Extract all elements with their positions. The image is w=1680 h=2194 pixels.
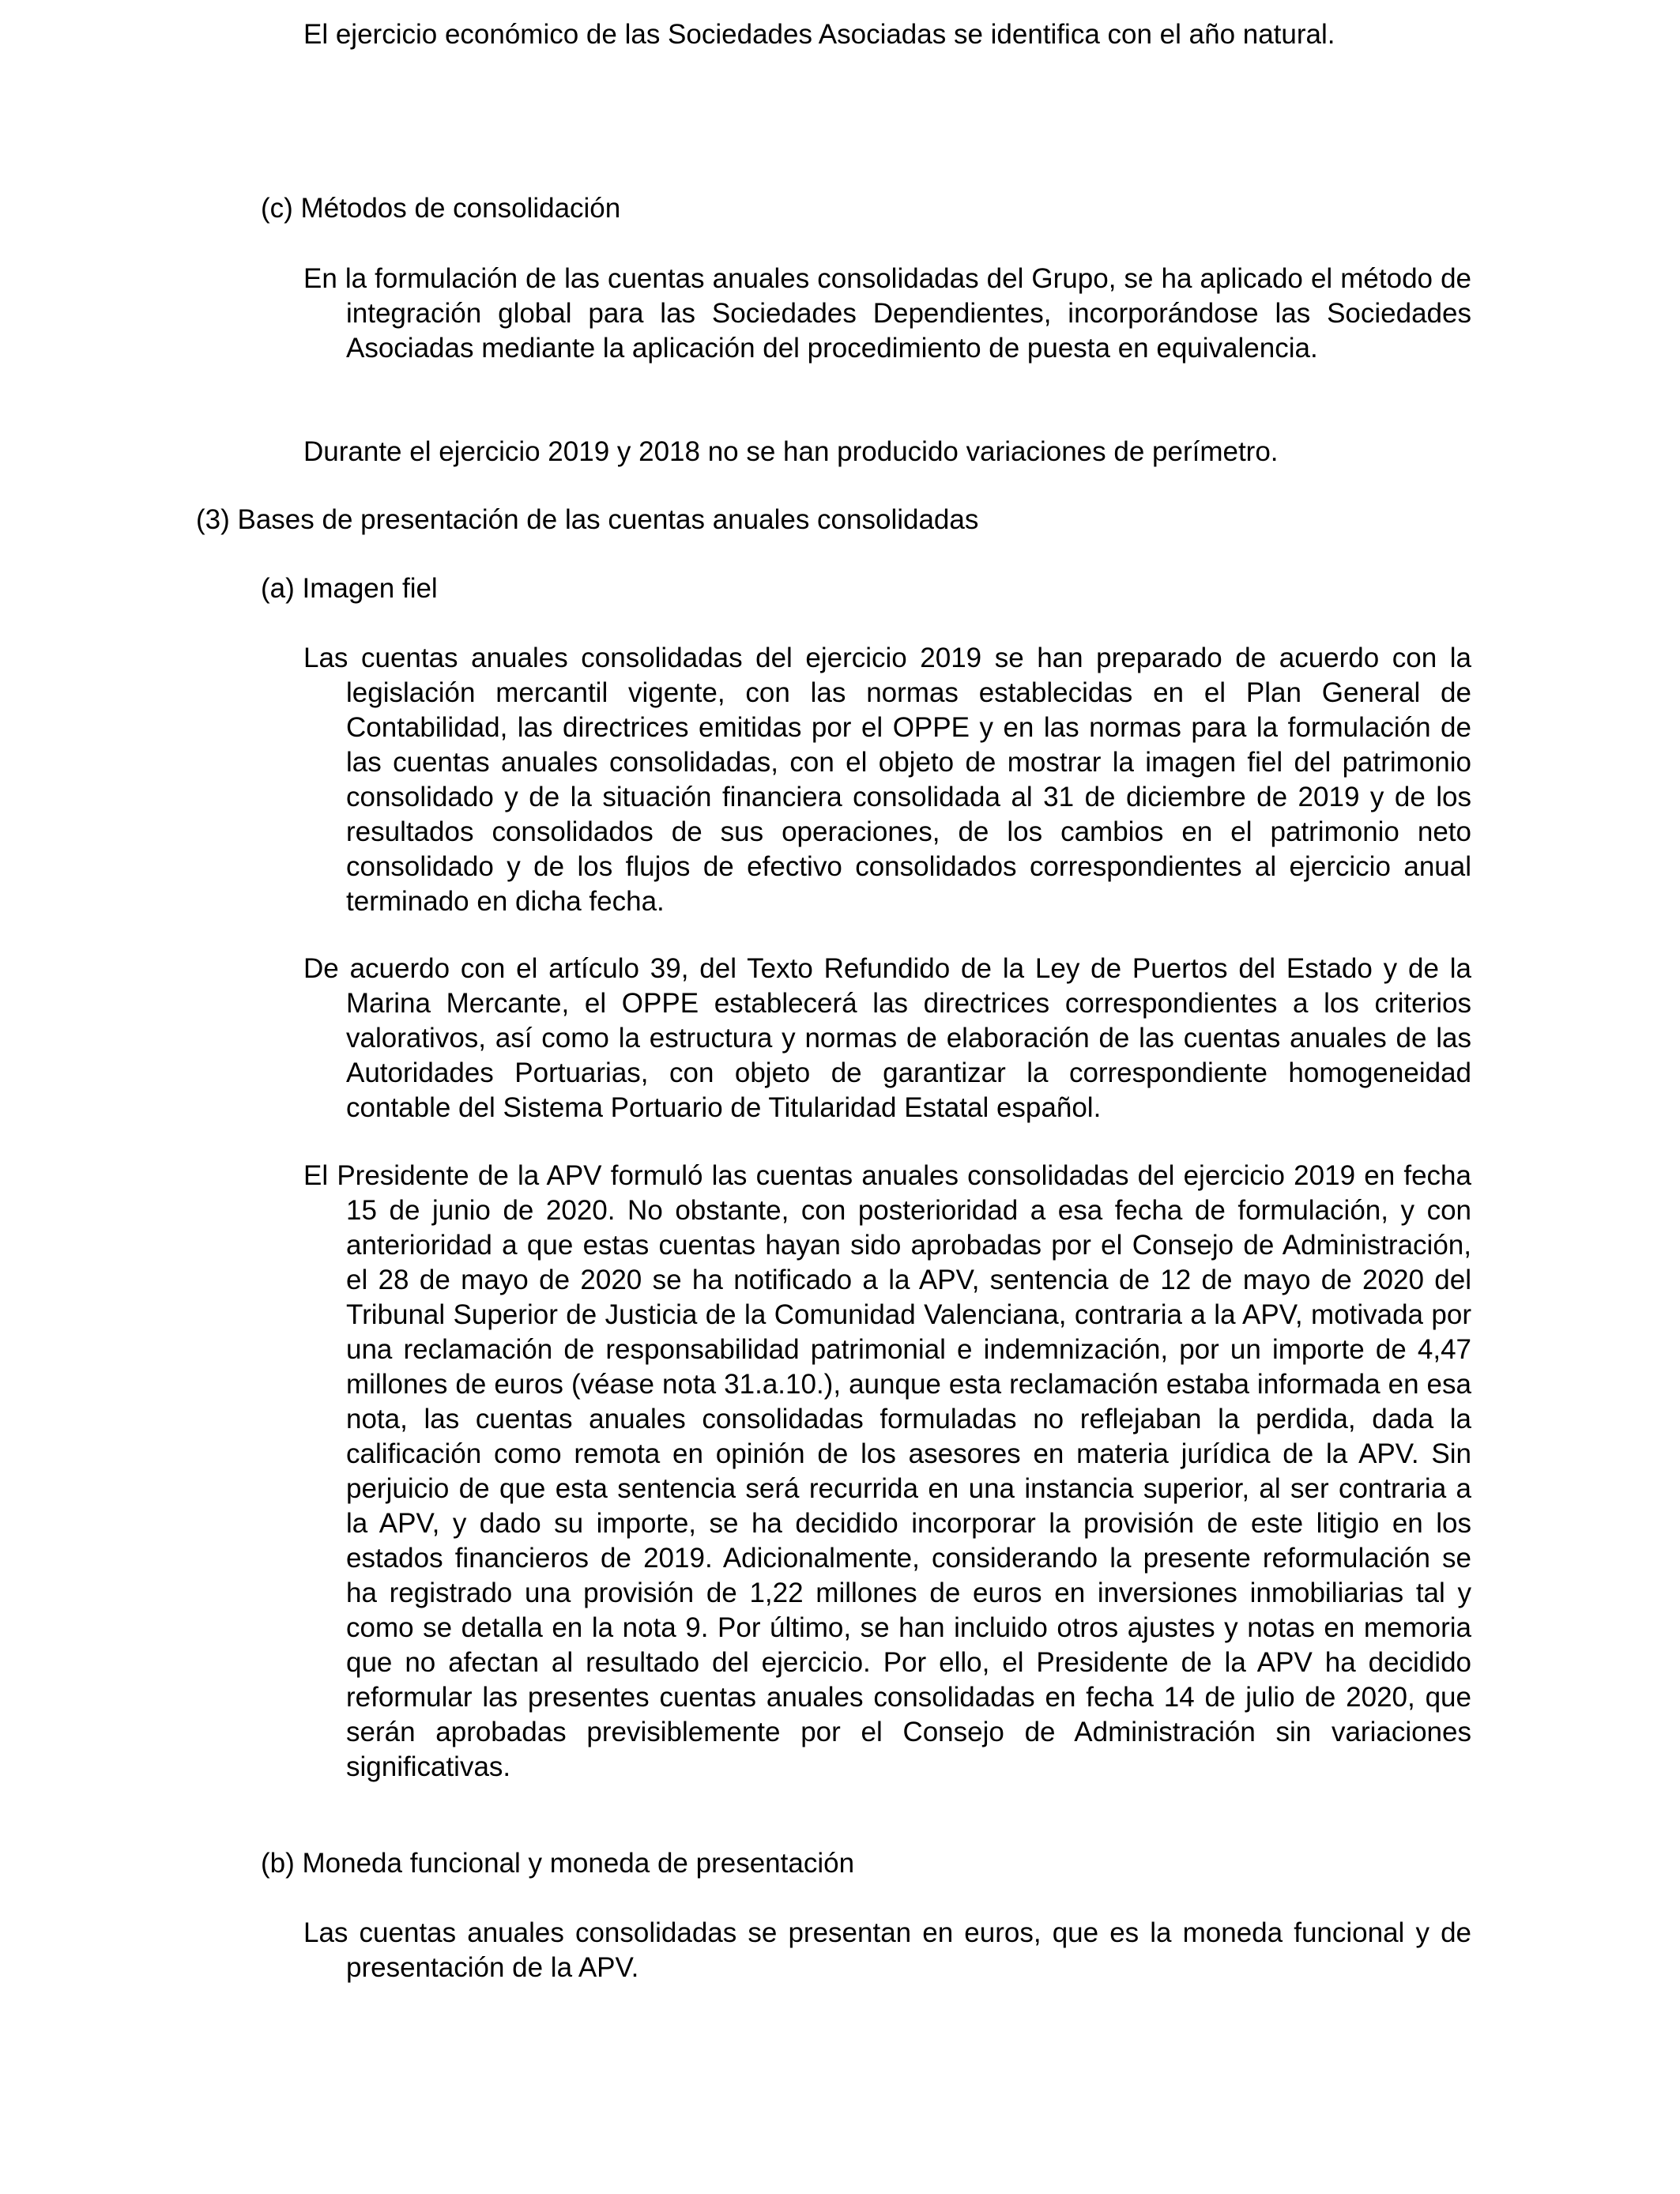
section-3a-paragraph-3: El Presidente de la APV formuló las cuentas anuales consolidadas del ejercicio 2019 en fecha 15 de junio de 2020. No obstante, con posterioridad a esa fecha de formulación, y con anterioridad a que estas cuentas hayan sido aprobadas por el Consejo de Administración, el 28 de mayo de 2020 se ha notificado a la APV, sentencia de 12 de mayo de 2020 del Tribunal Superior de Justicia de la Comunidad Valenciana, contraria a la APV, motivada por una reclamación de responsabilidad patrimonial e indemnización, por un importe de 4,47 millones de euros (véase nota 31.a.10.), aunque esta reclamación estaba informada en esa nota, las cuentas anuales consolidadas formuladas no reflejaban la perdida, dada la calificación como remota en opinión de los asesores en materia jurídica de la APV. Sin perjuicio de que esta sentencia será recurrida en una instancia superior, al ser contraria a la APV, y dado su importe, se ha decidido incorporar la provisión de este litigio en los estados financieros de 2019. Adicionalmente, considerando la presente reformulación se ha registrado una provisión de 1,22 millones de euros en inversiones inmobiliarias tal y como se detalla en la nota 9. Por último, se han incluido otros ajustes y notas en memoria que no afectan al resultado del ejercicio. Por ello, el Presidente de la APV ha decidido reformular las presentes cuentas anuales consolidadas en fecha 14 de julio de 2020, que serán aprobadas previsiblemente por el Consejo de Administración sin variaciones significativas. <box>303 1160 1471 1782</box>
section-3-heading: (3) Bases de presentación de las cuentas anuales consolidadas <box>196 504 979 535</box>
section-3a-paragraph-1: Las cuentas anuales consolidadas del ejercicio 2019 se han preparado de acuerdo con la legislación mercantil vigente, con las normas establecidas en el Plan General de Contabilidad, las directrices emitidas por el OPPE y en las normas para la formulación de las cuentas anuales consolidadas, con el objeto de mostrar la imagen fiel del patrimonio consolidado y de la situación financiera consolidada al 31 de diciembre de 2019 y de los resultados consolidados de sus operaciones, de los cambios en el patrimonio neto consolidado y de los flujos de efectivo consolidados correspondientes al ejercicio anual terminado en dicha fecha. <box>303 643 1471 917</box>
section-3a-paragraph-2: De acuerdo con el artículo 39, del Texto Refundido de la Ley de Puertos del Estado y de la Marina Mercante, el OPPE establecerá las directrices correspondientes a los criterios valorativos, así como la estructura y normas de elaboración de las cuentas anuales de las Autoridades Portuarias, con objeto de garantizar la correspondiente homogeneidad contable del Sistema Portuario de Titularidad Estatal español. <box>303 953 1471 1123</box>
section-c-heading: (c) Métodos de consolidación <box>261 193 621 224</box>
section-c-paragraph-2: Durante el ejercicio 2019 y 2018 no se han producido variaciones de perímetro. <box>303 436 1279 467</box>
section-3a-heading: (a) Imagen fiel <box>261 573 438 604</box>
section-c-paragraph-1: En la formulación de las cuentas anuales consolidadas del Grupo, se ha aplicado el método de integración global para las Sociedades Dependientes, incorporándose las Sociedades Asociadas mediante la aplicación del procedimiento de puesta en equivalencia. <box>303 263 1471 364</box>
intro-line: El ejercicio económico de las Sociedades Asociadas se identifica con el año natural. <box>303 19 1335 50</box>
section-3b-heading: (b) Moneda funcional y moneda de presentación <box>261 1848 855 1879</box>
section-3b-paragraph-1: Las cuentas anuales consolidadas se presentan en euros, que es la moneda funcional y de presentación de la APV. <box>303 1917 1471 1983</box>
